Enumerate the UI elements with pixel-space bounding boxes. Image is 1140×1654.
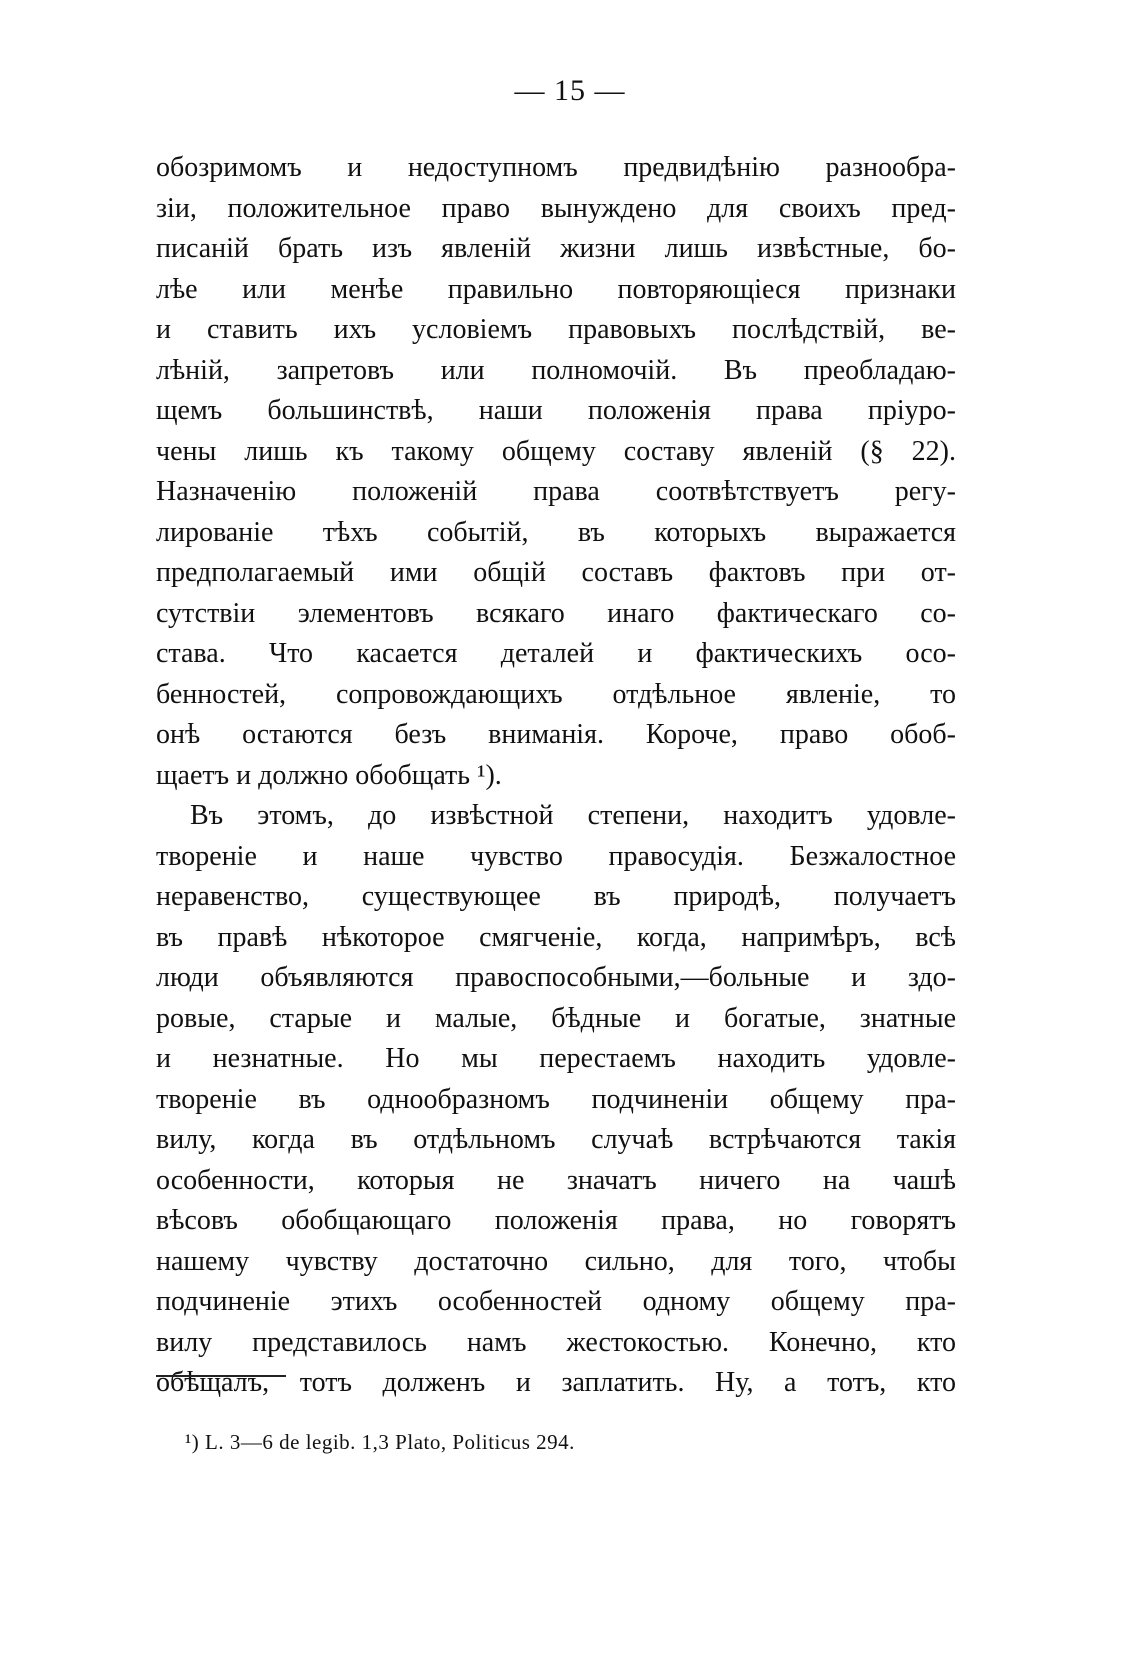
text-line: твореніе въ однообразномъ подчиненіи общему пра-	[156, 1083, 956, 1115]
text-line: сутствіи элементовъ всякаго инаго фактическаго со-	[156, 597, 956, 629]
text-line: и ставить ихъ условіемъ правовыхъ послѣдствій, ве-	[156, 314, 956, 345]
text-line: лѣе или менѣе правильно повторяющіеся признаки	[156, 273, 956, 305]
text-line: става. Что касается деталей и фактическихъ осо-	[156, 638, 956, 669]
text-line: особенности, которыя не значатъ ничего на чашѣ	[156, 1164, 956, 1196]
paragraph-2	[156, 796, 956, 1404]
text-line: лированіе тѣхъ событій, въ которыхъ выражается	[156, 516, 956, 548]
footnote-text: L. 3—6 de legib. 1,3 Plato, Politicus 294.	[205, 1430, 575, 1454]
text-line: подчиненіе этихъ особенностей одному общему пра-	[156, 1286, 956, 1317]
text-line: люди объявляются правоспособными,—больные и здо-	[156, 962, 956, 993]
text-line: онѣ остаются безъ вниманія. Короче, право обоб-	[156, 719, 956, 750]
footnote-divider	[156, 1375, 286, 1377]
body-text	[156, 148, 956, 1404]
text-line: щемъ большинствѣ, наши положенія права пріуро-	[156, 395, 956, 426]
text-line: неравенство, существующее въ природѣ, получаетъ	[156, 881, 956, 912]
text-line: и незнатные. Но мы перестаемъ находить удовле-	[156, 1043, 956, 1074]
text-line: въ правѣ нѣкоторое смягченіе, когда, напримѣръ, всѣ	[156, 921, 956, 953]
page-number: — 15 —	[514, 74, 626, 107]
footnote-marker: ¹)	[185, 1430, 200, 1454]
text-line: лѣній, запретовъ или полномочій. Въ преобладаю-	[156, 354, 956, 386]
text-line: писаній брать изъ явленій жизни лишь извѣстные, бо-	[156, 233, 956, 264]
paragraph-1	[156, 148, 956, 796]
text-line: обѣщалъ, тотъ долженъ и заплатить. Ну, а тотъ, кто	[156, 1367, 956, 1398]
text-line: предполагаемый ими общій составъ фактовъ при от-	[156, 557, 956, 588]
footnote-reference: ¹).	[477, 759, 502, 791]
footnote	[185, 1430, 575, 1455]
text-line: бенностей, сопровождающихъ отдѣльное явленіе, то	[156, 678, 956, 710]
text-line: нашему чувству достаточно сильно, для того, чтобы	[156, 1245, 956, 1277]
text-line: ровые, старые и малые, бѣдные и богатые, знатные	[156, 1002, 956, 1034]
text-line-last	[156, 756, 956, 797]
text-line: вилу представилось намъ жестокостью. Конечно, кто	[156, 1326, 956, 1358]
text-line: зіи, положительное право вынуждено для своихъ пред-	[156, 192, 956, 224]
text-line: чены лишь къ такому общему составу явленій (§ 22).	[156, 435, 956, 467]
text-line: обозримомъ и недоступномъ предвидѣнію разнообра-	[156, 152, 956, 183]
text-line: вѣсовъ обобщающаго положенія права, но говорятъ	[156, 1205, 956, 1236]
text-line: Въ этомъ, до извѣстной степени, находитъ удовле-	[190, 800, 956, 831]
text-line: вилу, когда въ отдѣльномъ случаѣ встрѣчаются такія	[156, 1124, 956, 1155]
text-line: твореніе и наше чувство правосудія. Безжалостное	[156, 840, 956, 872]
text-line: Назначенію положеній права соотвѣтствуетъ регу-	[156, 476, 956, 507]
last-line-text: щаетъ и должно обобщать	[156, 759, 471, 791]
